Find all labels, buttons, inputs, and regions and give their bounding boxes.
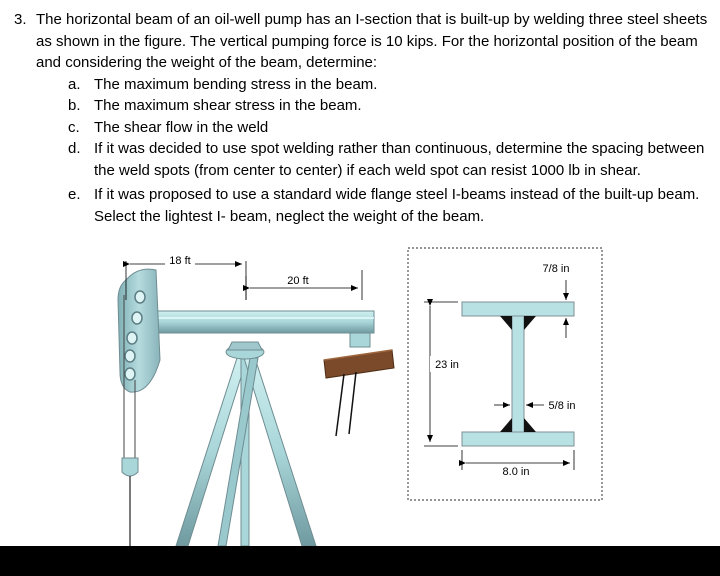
bottom-flange bbox=[462, 432, 574, 446]
question-letter: c. bbox=[68, 118, 80, 136]
dim-label-web-thickness: 5/8 in bbox=[548, 400, 576, 412]
problem-stem: The horizontal beam of an oil-well pump has an I-section that is built-up by welding three steel sheets as shown in the figure. The vertical pumping force is 10 kips. For the horizontal position of the beam and considering the weight of the beam, determine: bbox=[36, 11, 708, 71]
section-frame bbox=[408, 248, 602, 500]
i-beam-section bbox=[462, 302, 574, 446]
dim-label-20ft: 20 ft bbox=[287, 275, 309, 287]
walking-beam bbox=[152, 311, 374, 333]
dimension-flange-width bbox=[462, 450, 574, 478]
question-letter: d. bbox=[68, 140, 81, 157]
dim-label-flange-width: 8.0 in bbox=[502, 466, 530, 478]
weld-top-left bbox=[500, 316, 512, 330]
dim-label-flange-thickness: 7/8 in bbox=[542, 263, 570, 275]
question-text: The maximum shear stress in the beam. bbox=[94, 97, 362, 114]
dim-label-depth: 23 in bbox=[435, 359, 459, 371]
pitman-arm-right bbox=[349, 372, 356, 434]
dimension-flange-thickness bbox=[543, 263, 570, 338]
problem-number: 3. bbox=[14, 11, 27, 28]
question-letter: e. bbox=[68, 186, 81, 203]
question-text: If it was decided to use spot welding rather than continuous, determine the spacing between the weld spots (from center to center) if each weld spot can resist 1000 lb in shear. bbox=[94, 140, 705, 179]
question-text: If it was proposed to use a standard wide flange steel I-beams instead of the built-up beam. Select the lightest I- beam, neglect the weight of the beam. bbox=[94, 186, 700, 225]
question-letter: a. bbox=[68, 75, 81, 93]
web bbox=[512, 316, 524, 432]
dim-label-18ft: 18 ft bbox=[169, 255, 191, 267]
weld-top-right bbox=[524, 316, 536, 330]
question-text: The shear flow in the weld bbox=[94, 118, 269, 136]
top-flange bbox=[462, 302, 574, 316]
saddle bbox=[228, 342, 262, 350]
question-text: The maximum bending stress in the beam. bbox=[94, 75, 378, 93]
weld-bottom-left bbox=[500, 418, 512, 432]
pump-jack bbox=[118, 269, 394, 546]
weld-bottom-right bbox=[524, 418, 536, 432]
tripod-leg-right bbox=[244, 358, 316, 546]
tail-bearing bbox=[350, 333, 370, 347]
carrier-bar bbox=[122, 458, 138, 476]
dimension-20ft bbox=[246, 270, 362, 300]
dimension-web-thickness bbox=[494, 400, 575, 412]
question-letter: b. bbox=[68, 97, 81, 114]
pitman-arm-left bbox=[336, 374, 344, 436]
dimension-depth bbox=[424, 302, 464, 446]
